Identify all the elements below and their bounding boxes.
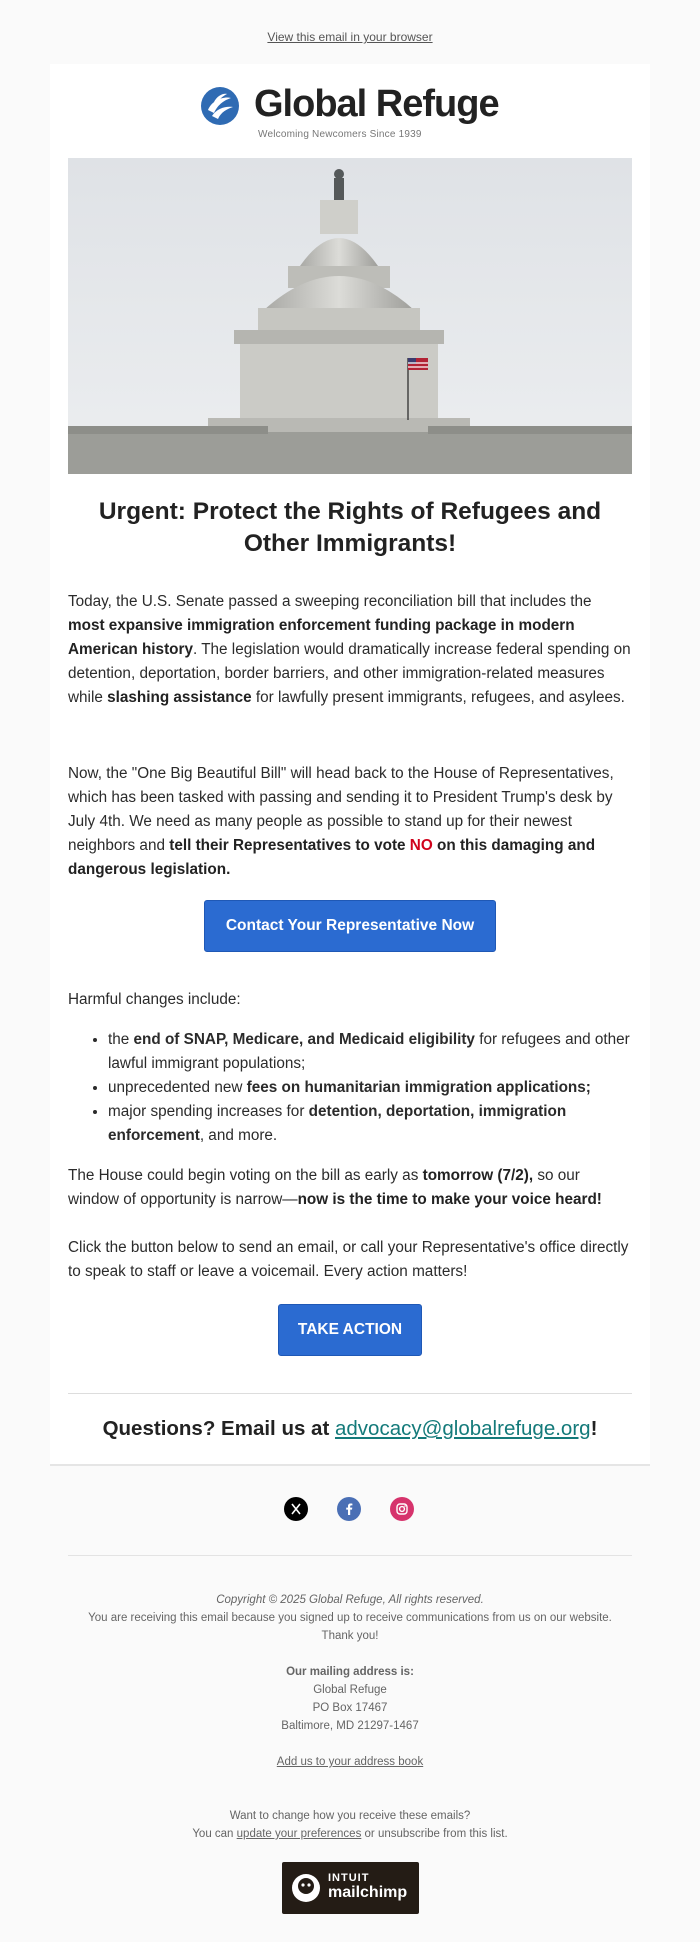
subscription-reason: You are receiving this email because you signed up to receive communications from us on our website. bbox=[88, 1612, 612, 1624]
badge-intuit-text: INTUIT bbox=[328, 1872, 370, 1884]
brand-tagline: Welcoming Newcomers Since 1939 bbox=[258, 129, 422, 140]
facebook-icon[interactable] bbox=[337, 1497, 361, 1521]
global-refuge-mark-icon bbox=[200, 86, 240, 126]
questions-contact: Questions? Email us at advocacy@globalrefuge.org! bbox=[102, 1417, 598, 1440]
address-line: Global Refuge bbox=[313, 1684, 387, 1696]
x-icon[interactable] bbox=[284, 1497, 308, 1521]
address-book-wrapper bbox=[0, 1753, 700, 1771]
instagram-icon[interactable] bbox=[390, 1497, 414, 1521]
footer-divider bbox=[68, 1555, 632, 1556]
take-action-button[interactable]: TAKE ACTION bbox=[278, 1304, 422, 1356]
paragraph-house-vote: Now, the "One Big Beautiful Bill" will head back to the House of Representatives, which has been tasked with passing and sending it to President Trump's desk by July 4th. We need as many people as possible to stand up for their newest neighbors and tell their Representatives to vote NO on this damaging and dangerous legislation. bbox=[68, 765, 614, 878]
mailchimp-icon bbox=[290, 1872, 322, 1904]
divider bbox=[68, 1393, 632, 1394]
advocacy-email-link[interactable]: advocacy@globalrefuge.org bbox=[334, 1417, 591, 1440]
paragraph-timeline: The House could begin voting on the bill as early as tomorrow (7/2), so our window of opportunity is narrow—now is the time to make your voice heard! bbox=[68, 1167, 602, 1208]
page-title: Urgent: Protect the Rights of Refugees and Other Immigrants! bbox=[98, 498, 602, 557]
address-line: Baltimore, MD 21297-1467 bbox=[281, 1720, 419, 1732]
change-preferences-question: Want to change how you receive these emails? bbox=[229, 1810, 471, 1822]
list-item: • the end of SNAP, Medicare, and Medicaid eligibility for refugees and other lawful immigrant populations; bbox=[108, 1028, 638, 1076]
paragraph-senate-bill: Today, the U.S. Senate passed a sweeping reconciliation bill that includes the most expansive immigration enforcement funding package in modern American history. The legislation would dramatically increase federal spending on detention, deportation, border barriers, and other immigration-related measures while slashing assistance for lawfully present immigrants, refugees, and asylees. bbox=[68, 593, 631, 706]
global-refuge-logo[interactable] bbox=[200, 84, 510, 144]
view-in-browser-link[interactable]: View this email in your browser bbox=[267, 30, 433, 44]
change-preferences-line: You can update your preferences or unsubscribe from this list. bbox=[192, 1828, 508, 1840]
add-to-address-book-link[interactable]: Add us to your address book bbox=[276, 1756, 424, 1768]
update-preferences-link[interactable]: update your preferences bbox=[236, 1828, 362, 1840]
list-item: • major spending increases for detention, deportation, immigration enforcement, and more. bbox=[108, 1100, 638, 1148]
list-item: • unprecedented new fees on humanitarian immigration applications; bbox=[108, 1076, 638, 1100]
email-card bbox=[50, 64, 650, 1466]
brand-name: Global Refuge bbox=[254, 83, 499, 125]
copyright-text: Copyright © 2025 Global Refuge, All rights reserved. bbox=[216, 1594, 484, 1606]
harmful-changes-list bbox=[108, 1028, 638, 1148]
hero-image-capitol bbox=[68, 158, 632, 474]
address-line: PO Box 17467 bbox=[312, 1702, 388, 1714]
badge-mailchimp-text: mailchimp bbox=[328, 1884, 408, 1901]
paragraph-call-to-action: Click the button below to send an email, or call your Representative's office directly to speak to staff or leave a voicemail. Every action matters! bbox=[68, 1239, 629, 1280]
mailing-address-label: Our mailing address is: bbox=[286, 1666, 414, 1678]
harmful-changes-intro: Harmful changes include: bbox=[68, 991, 241, 1008]
contact-representative-button[interactable]: Contact Your Representative Now bbox=[204, 900, 496, 952]
mailchimp-badge[interactable] bbox=[282, 1862, 419, 1914]
thank-you-text: Thank you! bbox=[321, 1630, 379, 1642]
